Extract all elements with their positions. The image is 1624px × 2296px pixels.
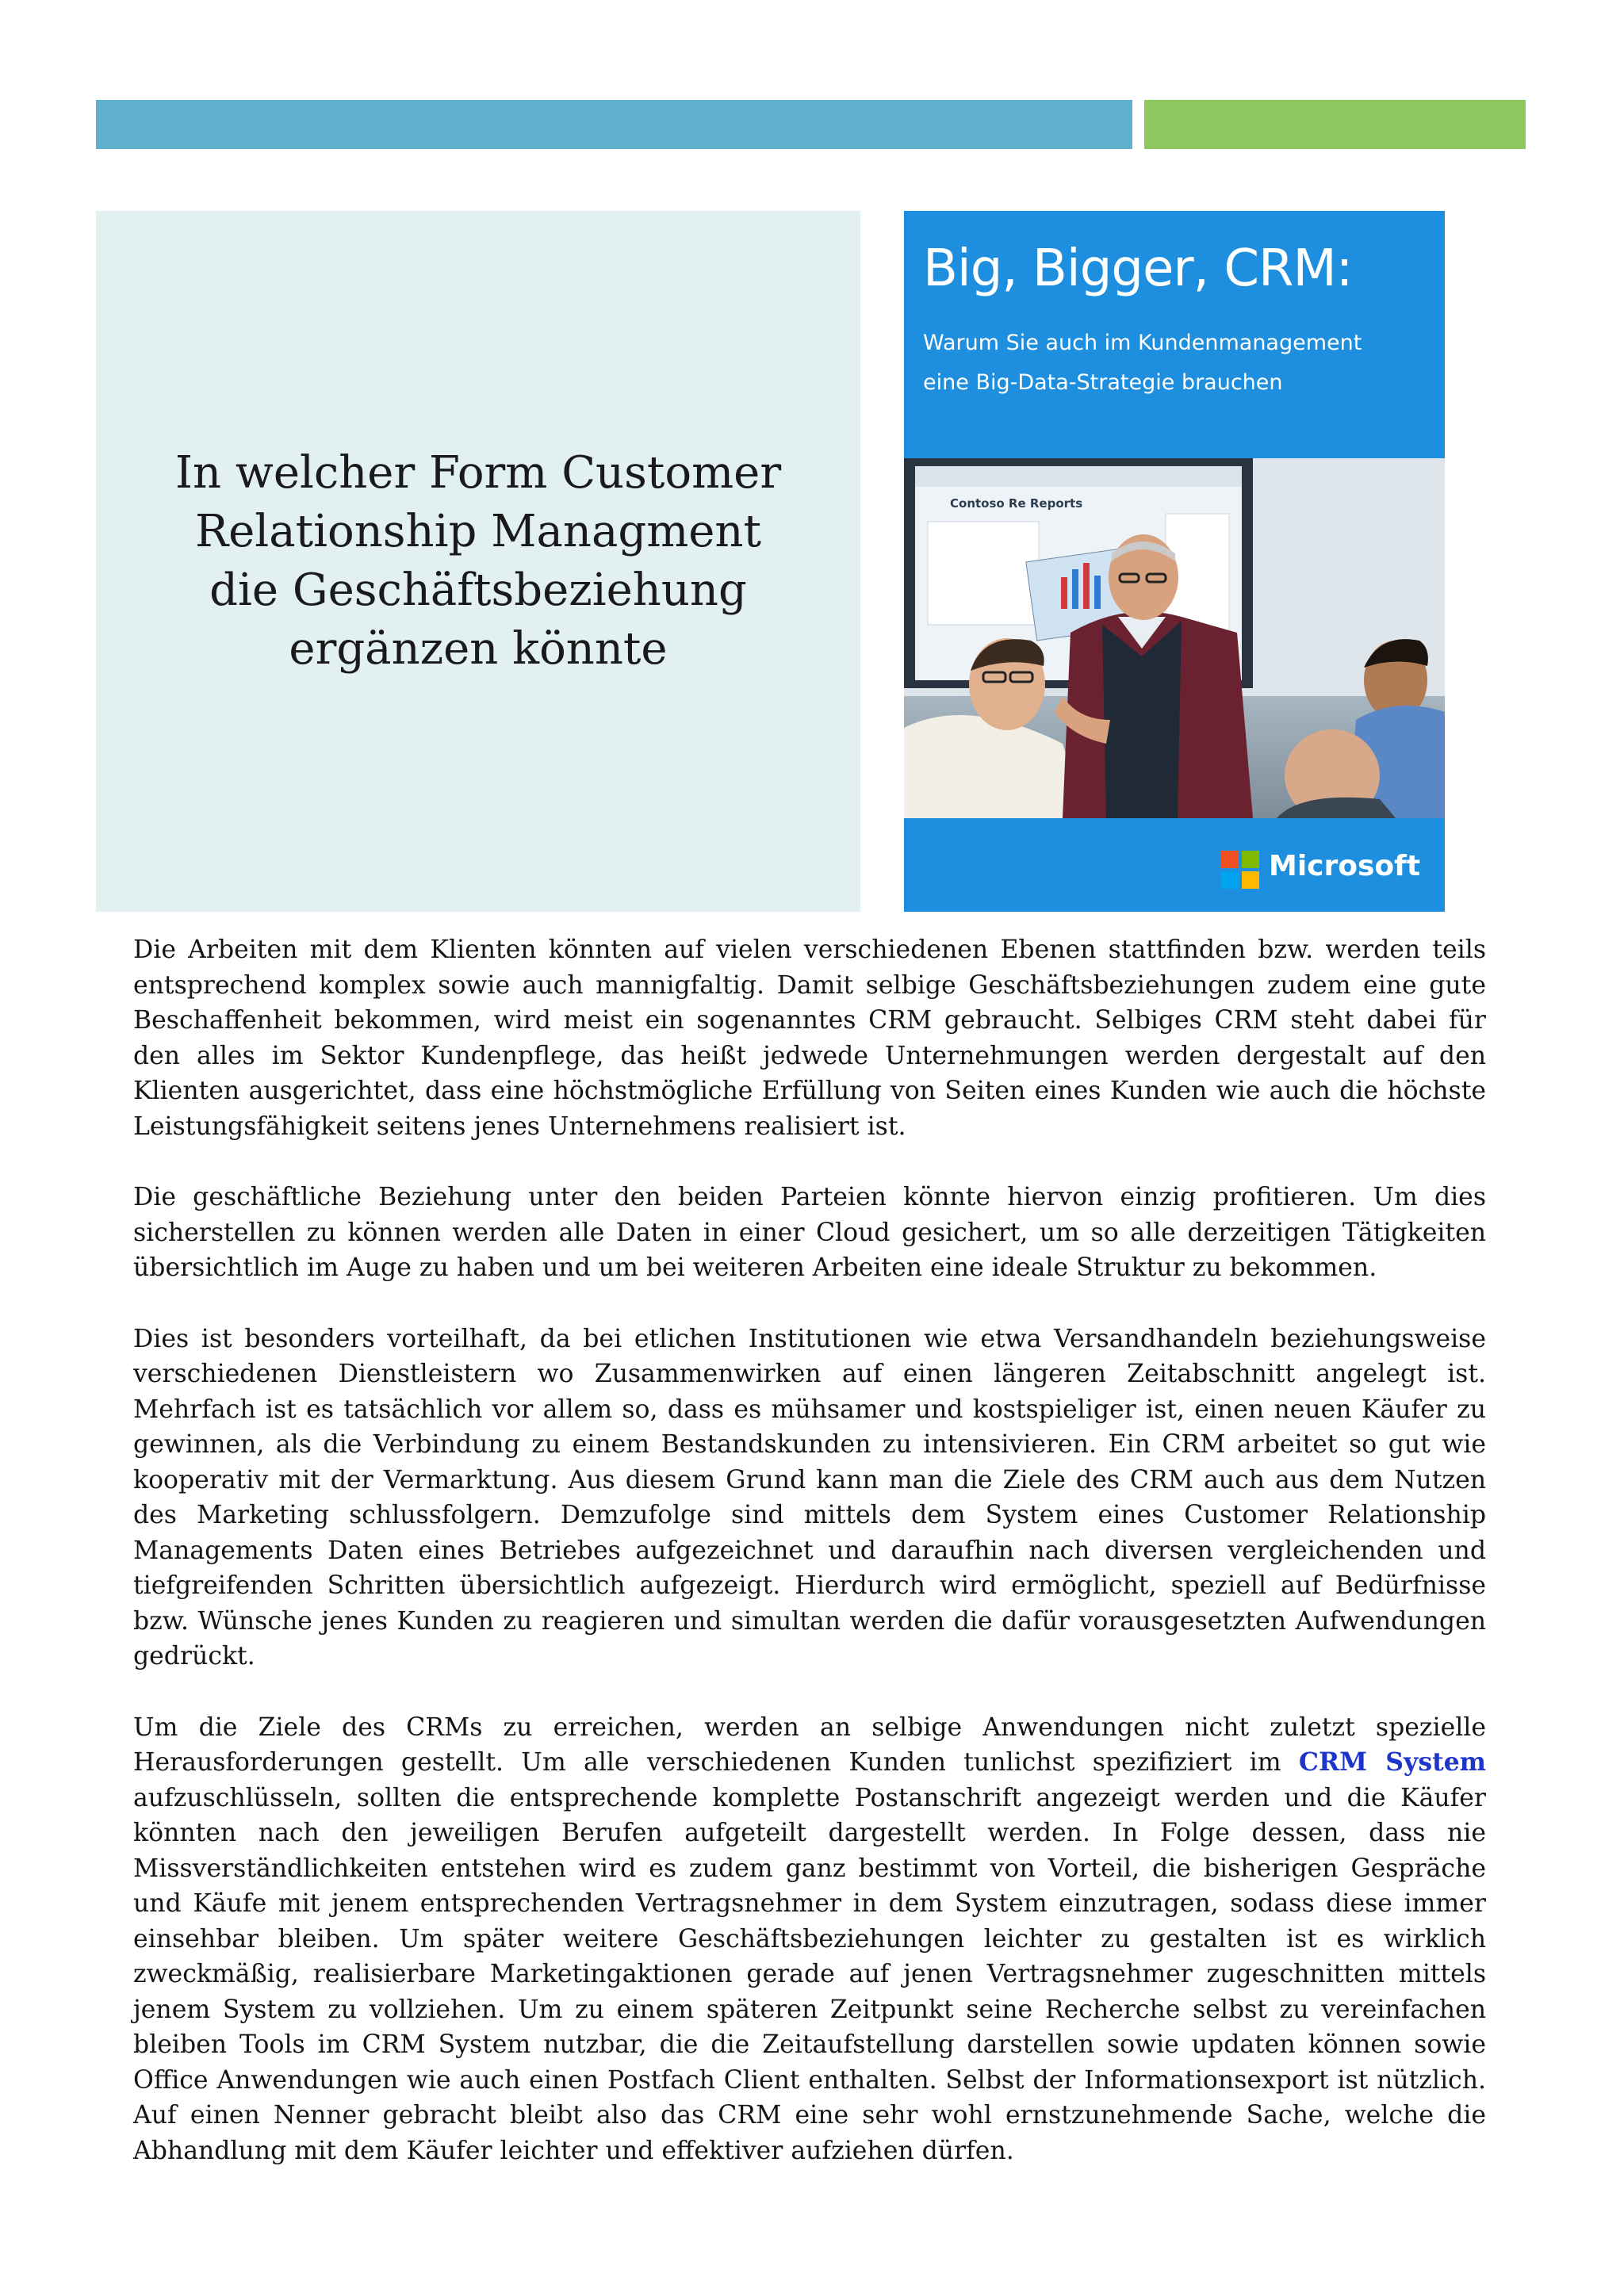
screen-bar-4 xyxy=(1094,576,1101,609)
paragraph-1: Die Arbeiten mit dem Klienten könnten auf vielen verschiedenen Ebenen stattfinden bzw. werden teils entsprechend komplex sowie auch mannigfaltig. Damit selbige Geschäftsbeziehungen zudem eine gute Beschaffenheit bekommen, wird meist ein sogenanntes CRM gebraucht. Selbiges CRM steht dabei für den alles im Sektor Kundenpflege, das heißt jedwede Unternehmungen werden dergestalt auf den Klienten ausgerichtet, dass eine höchstmögliche Erfüllung von Seiten eines Kunden wie auch die höchste Leistungsfähigkeit seitens jenes Unternehmens realisiert ist. xyxy=(133,936,1486,1141)
paragraph-4-part-2: aufzuschlüsseln, sollten die entsprechende komplette Postanschrift angezeigt werden und die Käufer könnten nach den jeweiligen Berufen aufgeteilt dargestellt werden. In Folge dessen, dass nie Missverständlichkeiten entstehen wird es zudem ganz bestimmt von Vorteil, die bisherigen Gespräche und Käufe mit jenem entsprechenden Vertragsnehmer in dem System einzutragen, sodass diese immer einsehbar bleiben. Um später weitere Geschäftsbeziehungen leichter zu gestalten ist es wirklich zweckmäßig, realisierbare Marketingaktionen gerade auf jenen Vertragsnehmer zugeschnitten mittels jenem System zu vollziehen. Um zu einem späteren Zeitpunkt seine Recherche selbst zu vereinfachen bleiben Tools im CRM System nutzbar, die die Zeitaufstellung darstellen sowie updaten können sowie Office Anwendungen wie auch einen Postfach Client enthalten. Selbst der Informationsexport ist nützlich. Auf einen Nenner gebracht bleibt also das CRM eine sehr wohl ernstzunehmende Sache, welche die Abhandlung mit dem Käufer leichter und effektiver aufziehen dürfen. xyxy=(133,1783,1486,2165)
header-bar-blue xyxy=(96,100,1132,149)
cover-subtitle xyxy=(923,323,1362,403)
cover-subtitle-line-2: eine Big-Data-Strategie brauchen xyxy=(923,370,1283,395)
microsoft-brand-text: Microsoft xyxy=(1269,850,1421,882)
paragraph-3: Dies ist besonders vorteilhaft, da bei etlichen Institutionen wie etwa Versandhandeln beziehungsweise verschiedenen Dienstleistern wo Zusammenwirken auf einen längeren Zeitabschnitt angelegt ist. Mehrfach ist es tatsächlich vor allem so, dass es mühsamer und kostspieliger ist, einen neuen Käufer zu gewinnen, als die Verbindung zu einem Bestandskunden zu intensivieren. Ein CRM arbeitet so gut wie kooperativ mit der Vermarktung. Aus diesem Grund kann man die Ziele des CRM auch aus dem Nutzen des Marketing schlussfolgern. Demzufolge sind mittels dem System eines Customer Relationship Managements Daten eines Betriebes aufgezeichnet und daraufhin nach diversen vergleichenden und tiefgreifenden Schritten übersichtlich aufgezeigt. Hierdurch wird ermöglicht, speziell auf Bedürfnisse bzw. Wünsche jenes Kunden zu reagieren und simultan werden die dafür vorausgesetzten Aufwendungen gedrückt. xyxy=(133,1324,1486,1670)
screen-bar-3 xyxy=(1083,563,1090,609)
cover-header xyxy=(904,211,1445,458)
cover-title: Big, Bigger, CRM: xyxy=(923,239,1353,298)
microsoft-logo-icon xyxy=(1221,851,1259,889)
paragraph-4 xyxy=(133,1710,1486,2169)
article-body xyxy=(133,932,1486,2204)
paragraph-4-part-1: Um die Ziele des CRMs zu erreichen, werden an selbige Anwendungen nicht zuletzt spezielle Herausforderungen gestellt. Um alle verschiedenen Kunden tunlichst spezifiziert im xyxy=(133,1712,1486,1777)
article-title: In welcher Form Customer Relationship Managment die Geschäftsbeziehung ergänzen könnte xyxy=(174,447,782,675)
cover-image xyxy=(904,211,1445,912)
screen-bar-1 xyxy=(1061,577,1067,609)
paragraph-2: Die geschäftliche Beziehung unter den beiden Parteien könnte hiervon einzig profitieren. Um dies sicherstellen zu können werden alle Daten in einer Cloud gesichert, um so alle derzeitigen Tätigkeiten übersichtlich im Auge zu haben und um bei weiteren Arbeiten eine ideale Struktur zu bekommen. xyxy=(133,1183,1486,1282)
cover-photo xyxy=(904,458,1445,818)
screen-bar-2 xyxy=(1072,569,1078,609)
cover-subtitle-line-1: Warum Sie auch im Kundenmanagement xyxy=(923,331,1362,355)
header-bar-green xyxy=(1144,100,1526,149)
screen-text: Contoso Re Reports xyxy=(950,496,1083,511)
crm-system-link[interactable]: CRM System xyxy=(1298,1747,1486,1777)
title-panel xyxy=(96,211,860,912)
